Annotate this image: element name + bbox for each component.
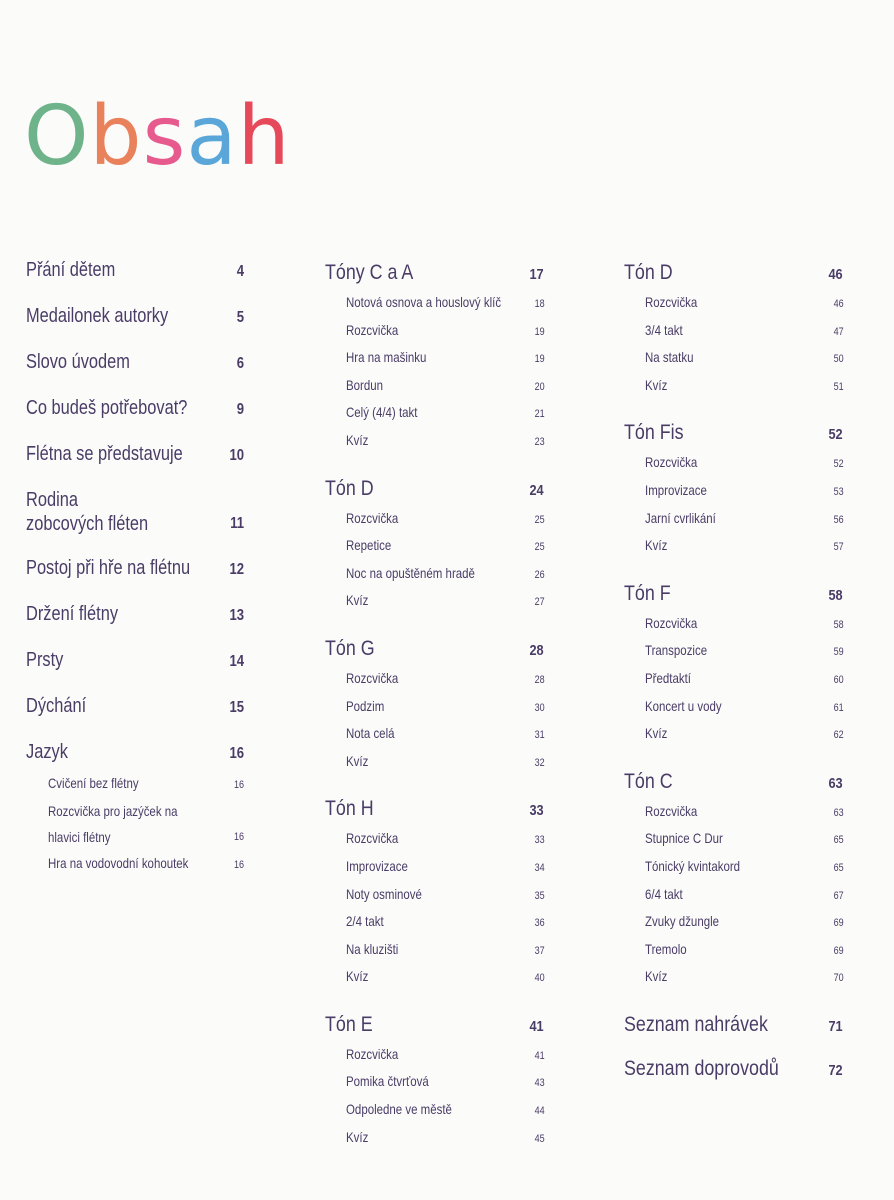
- toc-item: [346, 1042, 545, 1070]
- toc-section-heading: [624, 418, 843, 450]
- toc-item-label: Kvíz: [645, 376, 668, 393]
- toc-item-label: Hra na mašinku: [346, 349, 427, 366]
- toc-section-heading: [624, 579, 843, 611]
- toc-item-label: Rozcvička: [346, 509, 399, 526]
- toc-item: [346, 400, 545, 428]
- toc-section-heading: [624, 258, 843, 290]
- toc-item: [346, 1069, 545, 1097]
- toc-entry: [26, 740, 244, 766]
- toc-item: [645, 937, 844, 965]
- toc-item-page: 46: [833, 298, 844, 310]
- toc-item-label: Transpozice: [645, 642, 708, 659]
- toc-entry-label: Přání dětem: [26, 259, 116, 281]
- toc-item-page: 23: [534, 435, 545, 448]
- toc-item-label: Noc na opuštěném hradě: [346, 564, 475, 581]
- toc-entry: [26, 556, 244, 582]
- toc-section-title: Tóny C a A: [325, 261, 414, 284]
- toc-subentry-label: Hra na vodovodní kohoutek: [48, 855, 189, 871]
- toc-entry-label: Co budeš potřebovat?: [26, 397, 188, 419]
- toc-item: [346, 909, 545, 937]
- toc-item-page: 41: [534, 1049, 545, 1062]
- toc-entry-label: Držení flétny: [26, 603, 119, 625]
- toc-item-page: 40: [534, 972, 545, 985]
- toc-entry-page: 6: [236, 355, 245, 372]
- toc-item: [346, 533, 545, 561]
- title-letter: O: [24, 89, 90, 184]
- toc-item-page: 57: [833, 541, 844, 554]
- toc-item-page: 53: [833, 485, 844, 498]
- toc-item: [645, 799, 844, 827]
- title-letter: a: [186, 89, 238, 184]
- toc-subentry-page: 16: [234, 779, 245, 791]
- page-title: [24, 89, 291, 184]
- toc-item-page: 59: [833, 646, 844, 659]
- toc-item: [645, 882, 844, 910]
- toc-item-page: 45: [534, 1132, 545, 1145]
- toc-section-heading: [325, 1010, 544, 1042]
- toc-item-page: 19: [534, 353, 545, 366]
- toc-entry: [26, 694, 244, 720]
- toc-item-page: 19: [534, 325, 545, 338]
- toc-subentry: [48, 770, 244, 798]
- toc-section-items: [645, 611, 842, 749]
- toc-item: [346, 345, 545, 373]
- toc-item-label: Notová osnova a houslový klíč: [346, 294, 502, 310]
- toc-section-page: 24: [529, 481, 544, 499]
- toc-entry-page: 10: [229, 447, 245, 464]
- toc-item-page: 36: [534, 917, 545, 930]
- toc-section: [325, 258, 543, 456]
- toc-section: [624, 579, 842, 749]
- toc-entry-label: Prsty: [26, 649, 64, 671]
- toc-item-label: Předtaktí: [645, 669, 691, 686]
- toc-item: [645, 533, 844, 561]
- toc-section-heading: [325, 258, 544, 290]
- toc-item-page: 34: [534, 861, 545, 874]
- toc-item: [346, 318, 545, 346]
- toc-item-page: 65: [833, 834, 844, 847]
- toc-entry: [26, 648, 244, 674]
- toc-item-label: Tremolo: [645, 940, 687, 957]
- toc-item-page: 44: [534, 1105, 545, 1118]
- toc-item: [346, 964, 545, 992]
- toc-column-1: [26, 258, 244, 878]
- toc-item-label: Stupnice C Dur: [645, 830, 723, 847]
- toc-item-label: Koncert u vody: [645, 697, 722, 714]
- toc-item-label: Na statku: [645, 349, 694, 366]
- toc-item-label: Rozcvička: [346, 321, 399, 338]
- toc-item-label: Podzim: [346, 697, 385, 714]
- toc-section-title: Tón F: [624, 581, 671, 605]
- toc-item: [346, 588, 545, 616]
- toc-entry-page: 5: [236, 309, 245, 326]
- toc-item: [645, 854, 844, 882]
- toc-item-label: Improvizace: [645, 481, 707, 498]
- toc-extra-label: Seznam doprovodů: [624, 1056, 779, 1080]
- toc-item-label: Rozcvička: [645, 614, 698, 631]
- toc-item: [645, 478, 844, 506]
- toc-entry-page: 15: [229, 699, 245, 716]
- toc-item: [645, 450, 844, 478]
- toc-item-page: 25: [534, 541, 545, 554]
- toc-entry-page: 4: [236, 263, 245, 280]
- toc-item-label: Kvíz: [346, 968, 369, 985]
- toc-item-page: 25: [534, 513, 545, 526]
- toc-section: [624, 418, 842, 560]
- toc-item-label: Kvíz: [645, 725, 668, 742]
- toc-item-label: Odpoledne ve městě: [346, 1101, 452, 1118]
- toc-extras: [624, 1010, 842, 1086]
- toc-entry-label: Flétna se představuje: [26, 443, 183, 465]
- toc-item-label: 2/4 takt: [346, 913, 384, 930]
- toc-item-label: Rozcvička: [346, 669, 399, 686]
- toc-item: [645, 638, 844, 666]
- toc-item-label: Kvíz: [346, 1128, 369, 1145]
- toc-section-title: Tón D: [325, 476, 374, 500]
- toc-section-title: Tón D: [624, 261, 673, 284]
- toc-item-label: Bordun: [346, 376, 384, 393]
- toc-item-page: 20: [534, 380, 545, 393]
- toc-item: [346, 854, 545, 882]
- toc-section: [624, 767, 842, 992]
- toc-item-label: Jarní cvrlikání: [645, 509, 716, 526]
- toc-section-page: 17: [529, 266, 544, 283]
- toc-section-heading: [325, 474, 544, 506]
- toc-entry-label: Jazyk: [26, 741, 68, 763]
- toc-section-page: 52: [828, 426, 843, 444]
- toc-subentry-page: 16: [234, 859, 245, 871]
- toc-item-label: Na kluzišti: [346, 940, 399, 957]
- toc-item-page: 50: [833, 353, 844, 366]
- toc-sublist: [48, 770, 244, 878]
- toc-item-page: 63: [833, 806, 844, 819]
- title-letter: s: [142, 89, 187, 184]
- toc-item: [645, 964, 844, 992]
- toc-item-page: 62: [833, 729, 844, 742]
- toc-item: [645, 318, 844, 346]
- toc-item-label: Rozcvička: [645, 454, 698, 471]
- toc-item-page: 21: [534, 408, 545, 421]
- toc-item-label: Pomika čtvrťová: [346, 1073, 429, 1090]
- toc-item-page: 27: [534, 596, 545, 609]
- toc-item-page: 67: [833, 889, 844, 902]
- toc-item: [645, 826, 844, 854]
- toc-section-page: 46: [828, 266, 843, 283]
- toc-item-label: Kvíz: [346, 752, 369, 769]
- toc-item-label: Zvuky džungle: [645, 913, 720, 930]
- toc-section: [624, 258, 842, 400]
- toc-item: [645, 373, 844, 401]
- toc-item-page: 60: [833, 673, 844, 686]
- toc-section: [325, 1010, 543, 1152]
- toc-item: [346, 749, 545, 777]
- toc-section-items: [346, 290, 543, 456]
- toc-item-page: 28: [534, 673, 545, 686]
- toc-item-label: Nota celá: [346, 725, 395, 742]
- toc-item-label: Improvizace: [346, 857, 408, 874]
- toc-entry-label: Postoj při hře na flétnu: [26, 557, 191, 579]
- toc-item: [346, 694, 545, 722]
- toc-section-page: 28: [529, 641, 544, 659]
- toc-entry: [26, 602, 244, 628]
- toc-entry: [26, 442, 244, 468]
- toc-item: [346, 290, 545, 318]
- toc-item: [346, 826, 545, 854]
- toc-section-title: Tón C: [624, 769, 673, 793]
- toc-item-page: 69: [833, 917, 844, 930]
- toc-section-items: [346, 506, 543, 616]
- toc-entry-label: Rodina zobcových fléten: [26, 489, 149, 535]
- toc-section-page: 63: [828, 774, 843, 792]
- toc-item: [346, 721, 545, 749]
- toc-item: [645, 909, 844, 937]
- toc-item-page: 37: [534, 944, 545, 957]
- toc-item: [346, 428, 545, 456]
- toc-item-label: Kvíz: [346, 592, 369, 609]
- toc-item: [645, 290, 844, 318]
- toc-item-page: 52: [833, 458, 844, 471]
- toc-item: [645, 506, 844, 534]
- toc-section-page: 41: [529, 1017, 544, 1035]
- toc-column-3: [624, 258, 842, 1098]
- toc-entry-page: 13: [229, 607, 245, 624]
- toc-section-items: [346, 826, 543, 992]
- toc-item: [645, 721, 844, 749]
- toc-item-label: 6/4 takt: [645, 885, 683, 902]
- toc-item-label: 3/4 takt: [645, 321, 683, 338]
- toc-item: [346, 506, 545, 534]
- toc-item-page: 30: [534, 701, 545, 714]
- toc-item-page: 61: [833, 701, 844, 714]
- toc-item-label: Rozcvička: [346, 1045, 399, 1062]
- toc-subentry: [48, 850, 244, 878]
- toc-section-items: [346, 1042, 543, 1152]
- toc-item-page: 69: [833, 944, 844, 957]
- toc-item-page: 56: [833, 513, 844, 526]
- toc-item: [346, 666, 545, 694]
- title-letter: b: [89, 89, 143, 184]
- toc-extra-page: 71: [828, 1017, 843, 1035]
- toc-entry-page: 12: [229, 561, 245, 578]
- toc-extra-entry: [624, 1054, 843, 1086]
- toc-extra-label: Seznam nahrávek: [624, 1012, 768, 1036]
- toc-section-heading: [325, 794, 544, 826]
- toc-section: [325, 794, 543, 992]
- toc-entry-page: 11: [230, 515, 245, 532]
- toc-item-page: 26: [534, 568, 545, 581]
- toc-item: [346, 882, 545, 910]
- title-letter: h: [237, 89, 291, 184]
- toc-subentry-label: Cvičení bez flétny: [48, 775, 139, 791]
- toc-item-page: 70: [833, 972, 844, 985]
- toc-item: [346, 373, 545, 401]
- toc-entry-label: Dýchání: [26, 695, 87, 717]
- toc-extra-entry: [624, 1010, 843, 1042]
- toc-entry-page: 16: [229, 745, 245, 762]
- toc-section-heading: [624, 767, 843, 799]
- toc-item-page: 43: [534, 1077, 545, 1090]
- toc-item: [346, 561, 545, 589]
- toc-column-2: [325, 258, 543, 1170]
- toc-section-title: Tón H: [325, 797, 374, 821]
- toc-item: [645, 666, 844, 694]
- toc-entry-page: 14: [229, 653, 245, 670]
- toc-section-title: Tón G: [325, 636, 375, 660]
- toc-item: [645, 694, 844, 722]
- toc-item-label: Kvíz: [645, 968, 668, 985]
- toc-item-label: Kvíz: [346, 431, 369, 448]
- toc-item-page: 31: [534, 729, 545, 742]
- toc-section-items: [645, 290, 842, 400]
- toc-section-page: 33: [529, 802, 544, 820]
- toc-entry: [26, 396, 244, 422]
- toc-entry: [26, 304, 244, 330]
- toc-item: [346, 1125, 545, 1153]
- toc-item-label: Tónický kvintakord: [645, 857, 741, 874]
- toc-item-label: Noty osminové: [346, 885, 422, 902]
- toc-item-page: 58: [833, 618, 844, 631]
- toc-item-page: 33: [534, 834, 545, 847]
- toc-item-page: 35: [534, 889, 545, 902]
- toc-item-label: Rozcvička: [346, 830, 399, 847]
- toc-item-page: 18: [534, 298, 545, 310]
- toc-item-page: 51: [833, 380, 844, 393]
- toc-section-heading: [325, 634, 544, 666]
- toc-item-page: 32: [534, 756, 545, 769]
- toc-section-page: 58: [828, 586, 843, 604]
- toc-item-label: Rozcvička: [645, 802, 698, 819]
- toc-item-page: 47: [833, 325, 844, 338]
- toc-entry-page: 9: [236, 401, 245, 418]
- toc-subentry: [48, 798, 244, 850]
- toc-item-label: Celý (4/4) takt: [346, 404, 418, 421]
- toc-item-label: Repetice: [346, 537, 392, 554]
- toc-item-page: 65: [833, 861, 844, 874]
- toc-subentry-page: 16: [234, 831, 245, 843]
- toc-entry: [26, 488, 244, 536]
- toc-item: [645, 345, 844, 373]
- toc-item: [645, 611, 844, 639]
- toc-extra-page: 72: [828, 1061, 843, 1079]
- toc-section: [325, 474, 543, 616]
- toc-entry: [26, 258, 244, 284]
- toc-item: [346, 937, 545, 965]
- toc-subentry-label: Rozcvička pro jazýček na hlavici flétny: [48, 803, 178, 845]
- toc-item-label: Rozcvička: [645, 294, 698, 310]
- toc-entry-label: Slovo úvodem: [26, 351, 130, 373]
- toc-item: [346, 1097, 545, 1125]
- toc-section-items: [645, 450, 842, 560]
- toc-section-title: Tón E: [325, 1012, 373, 1036]
- toc-section: [325, 634, 543, 776]
- toc-section-items: [645, 799, 842, 992]
- toc-section-items: [346, 666, 543, 776]
- toc-entry-label: Medailonek autorky: [26, 305, 169, 327]
- toc-entry: [26, 350, 244, 376]
- toc-item-label: Kvíz: [645, 537, 668, 554]
- toc-section-title: Tón Fis: [624, 421, 684, 445]
